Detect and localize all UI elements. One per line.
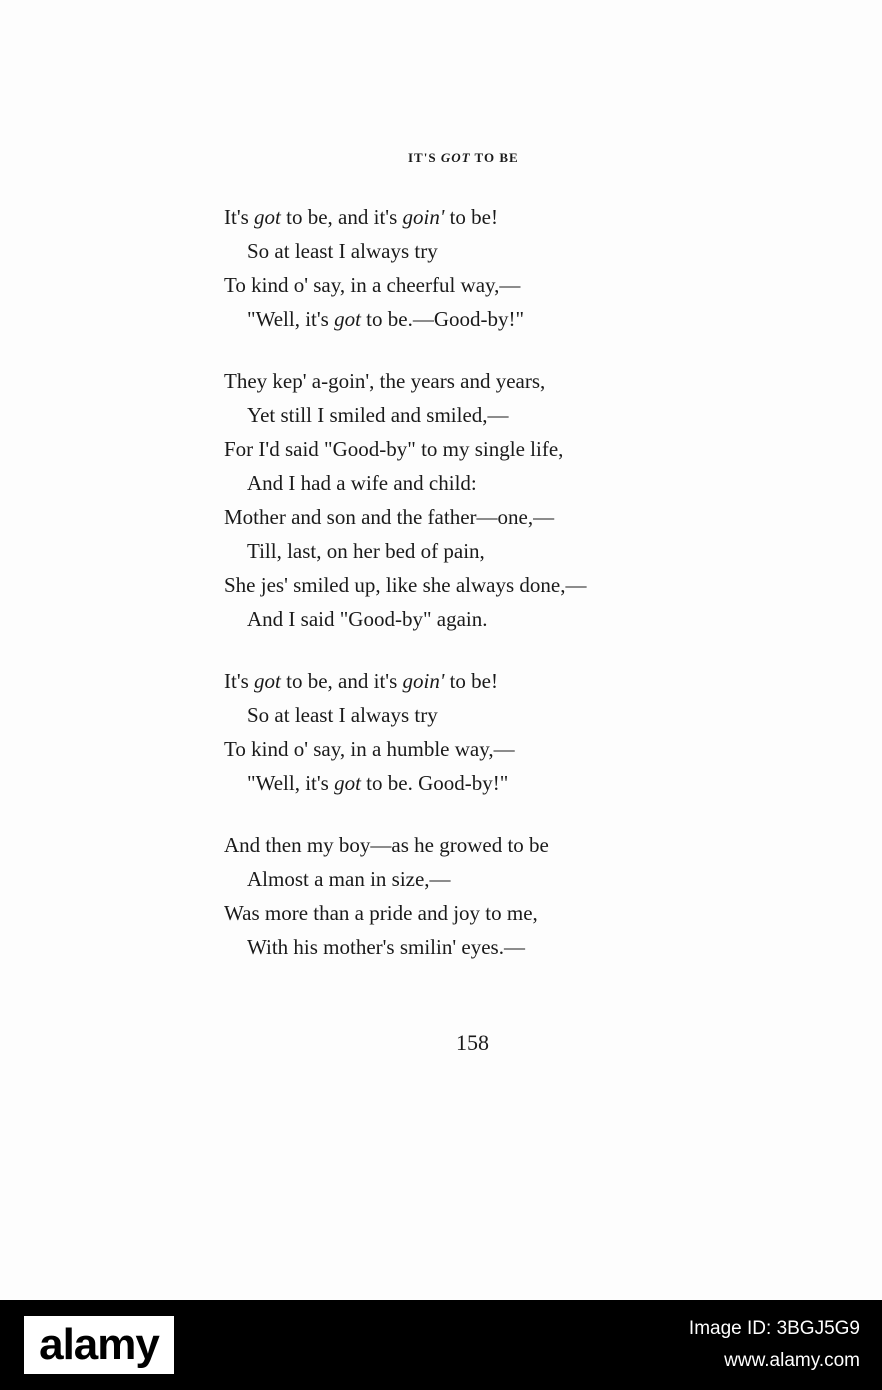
poem-line: [224, 302, 784, 336]
line-text: To kind o' say, in a cheerful way,—: [224, 273, 521, 297]
poem-line: [224, 766, 784, 800]
line-text: to be, and it's: [280, 205, 403, 229]
image-id-label: Image ID: 3BGJ5G9: [688, 1318, 860, 1339]
line-text: to be.—Good-by!": [360, 307, 525, 331]
line-text: Yet still I smiled and smiled,—: [247, 403, 509, 427]
poem-line: [224, 664, 784, 698]
stanza: [224, 364, 784, 636]
line-text: And I said "Good-by" again.: [247, 607, 488, 631]
poem-line: [224, 930, 784, 964]
italic-text: goin': [402, 669, 445, 693]
line-text: So at least I always try: [247, 239, 438, 263]
line-text: It's: [224, 205, 255, 229]
line-text: To kind o' say, in a humble way,—: [224, 737, 515, 761]
line-text: to be!: [444, 669, 498, 693]
poem-line: [224, 234, 784, 268]
italic-text: got: [334, 771, 361, 795]
line-text: It's: [224, 669, 255, 693]
poem-line: [224, 568, 784, 602]
poem-line: [224, 732, 784, 766]
line-text: to be, and it's: [280, 669, 403, 693]
line-text: "Well, it's: [247, 771, 335, 795]
poem-line: [224, 698, 784, 732]
line-text: "Well, it's: [247, 307, 335, 331]
poem-line: [224, 896, 784, 930]
poem-line: [224, 862, 784, 896]
running-head: [408, 150, 519, 166]
line-text: Was more than a pride and joy to me,: [224, 901, 538, 925]
italic-text: goin': [402, 205, 445, 229]
poem-line: [224, 466, 784, 500]
site-url-label: www.alamy.com: [724, 1350, 860, 1371]
line-text: to be!: [444, 205, 498, 229]
alamy-logo: alamy: [24, 1316, 174, 1374]
poem-line: [224, 828, 784, 862]
line-text: For I'd said "Good-by" to my single life,: [224, 437, 564, 461]
running-head-after: TO BE: [470, 150, 519, 165]
poem-line: [224, 200, 784, 234]
running-head-italic: GOT: [440, 150, 471, 165]
line-text: Till, last, on her bed of pain,: [247, 539, 485, 563]
poem-line: [224, 364, 784, 398]
poem-line: [224, 602, 784, 636]
line-text: to be. Good-by!": [360, 771, 509, 795]
poem-body: [224, 200, 784, 992]
line-text: And then my boy—as he growed to be: [224, 833, 549, 857]
italic-text: got: [254, 205, 281, 229]
stanza: [224, 200, 784, 336]
line-text: And I had a wife and child:: [247, 471, 477, 495]
watermark-footer: [0, 1300, 882, 1390]
line-text: She jes' smiled up, like she always done,—: [224, 573, 587, 597]
stanza: [224, 664, 784, 800]
italic-text: got: [334, 307, 361, 331]
poem-line: [224, 534, 784, 568]
poem-line: [224, 268, 784, 302]
page-number: 158: [456, 1030, 489, 1055]
stanza: [224, 828, 784, 964]
poem-line: [224, 500, 784, 534]
line-text: With his mother's smilin' eyes.—: [247, 935, 525, 959]
italic-text: got: [254, 669, 281, 693]
line-text: They kep' a-goin', the years and years,: [224, 369, 546, 393]
line-text: So at least I always try: [247, 703, 438, 727]
line-text: Mother and son and the father—one,—: [224, 505, 555, 529]
running-head-before: IT'S: [408, 150, 441, 165]
poem-line: [224, 432, 784, 466]
poem-line: [224, 398, 784, 432]
line-text: Almost a man in size,—: [247, 867, 451, 891]
